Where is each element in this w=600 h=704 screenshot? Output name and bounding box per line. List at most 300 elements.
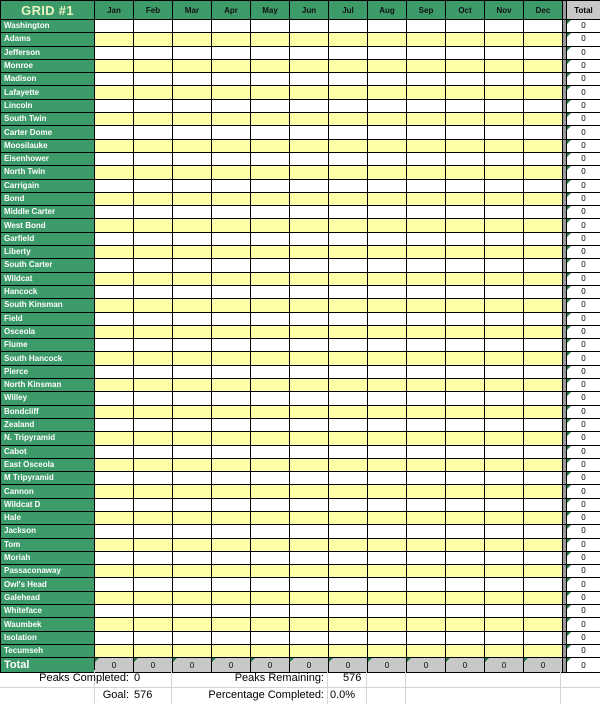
month-cell-aug[interactable] bbox=[368, 59, 407, 72]
row-total[interactable]: 0 bbox=[567, 246, 600, 259]
row-total[interactable]: 0 bbox=[567, 352, 600, 365]
month-total-may[interactable]: 0 bbox=[251, 658, 290, 673]
month-cell-may[interactable] bbox=[251, 578, 290, 591]
month-cell-aug[interactable] bbox=[368, 379, 407, 392]
month-cell-aug[interactable] bbox=[368, 20, 407, 33]
month-cell-feb[interactable] bbox=[134, 219, 173, 232]
month-cell-mar[interactable] bbox=[173, 605, 212, 618]
month-cell-oct[interactable] bbox=[446, 565, 485, 578]
month-cell-oct[interactable] bbox=[446, 339, 485, 352]
month-cell-nov[interactable] bbox=[485, 538, 524, 551]
month-cell-nov[interactable] bbox=[485, 285, 524, 298]
month-cell-jul[interactable] bbox=[329, 432, 368, 445]
month-cell-may[interactable] bbox=[251, 565, 290, 578]
month-cell-mar[interactable] bbox=[173, 379, 212, 392]
month-cell-apr[interactable] bbox=[212, 246, 251, 259]
month-cell-jul[interactable] bbox=[329, 99, 368, 112]
month-cell-oct[interactable] bbox=[446, 605, 485, 618]
month-cell-sep[interactable] bbox=[407, 551, 446, 564]
month-cell-nov[interactable] bbox=[485, 312, 524, 325]
month-cell-dec[interactable] bbox=[524, 578, 563, 591]
month-cell-jun[interactable] bbox=[290, 59, 329, 72]
row-total[interactable]: 0 bbox=[567, 538, 600, 551]
month-cell-nov[interactable] bbox=[485, 139, 524, 152]
row-total[interactable]: 0 bbox=[567, 259, 600, 272]
month-cell-apr[interactable] bbox=[212, 565, 251, 578]
month-cell-sep[interactable] bbox=[407, 498, 446, 511]
month-cell-jul[interactable] bbox=[329, 565, 368, 578]
month-cell-sep[interactable] bbox=[407, 352, 446, 365]
month-cell-sep[interactable] bbox=[407, 445, 446, 458]
month-cell-jul[interactable] bbox=[329, 405, 368, 418]
row-total[interactable]: 0 bbox=[567, 418, 600, 431]
row-total[interactable]: 0 bbox=[567, 179, 600, 192]
month-cell-mar[interactable] bbox=[173, 86, 212, 99]
month-cell-jan[interactable] bbox=[95, 511, 134, 524]
month-cell-apr[interactable] bbox=[212, 232, 251, 245]
month-cell-may[interactable] bbox=[251, 179, 290, 192]
month-cell-jul[interactable] bbox=[329, 206, 368, 219]
month-cell-apr[interactable] bbox=[212, 618, 251, 631]
month-cell-jun[interactable] bbox=[290, 418, 329, 431]
month-cell-jun[interactable] bbox=[290, 99, 329, 112]
row-total[interactable]: 0 bbox=[567, 312, 600, 325]
month-cell-may[interactable] bbox=[251, 99, 290, 112]
month-cell-jun[interactable] bbox=[290, 285, 329, 298]
row-total[interactable]: 0 bbox=[567, 605, 600, 618]
month-cell-jul[interactable] bbox=[329, 272, 368, 285]
month-cell-jan[interactable] bbox=[95, 99, 134, 112]
month-cell-sep[interactable] bbox=[407, 113, 446, 126]
month-cell-dec[interactable] bbox=[524, 246, 563, 259]
month-cell-jan[interactable] bbox=[95, 259, 134, 272]
month-cell-mar[interactable] bbox=[173, 206, 212, 219]
row-total[interactable]: 0 bbox=[567, 86, 600, 99]
month-cell-oct[interactable] bbox=[446, 232, 485, 245]
month-total-oct[interactable]: 0 bbox=[446, 658, 485, 673]
month-cell-feb[interactable] bbox=[134, 86, 173, 99]
row-total[interactable]: 0 bbox=[567, 631, 600, 644]
month-cell-dec[interactable] bbox=[524, 59, 563, 72]
month-cell-jun[interactable] bbox=[290, 86, 329, 99]
month-cell-nov[interactable] bbox=[485, 405, 524, 418]
row-total[interactable]: 0 bbox=[567, 365, 600, 378]
month-cell-sep[interactable] bbox=[407, 472, 446, 485]
month-cell-sep[interactable] bbox=[407, 418, 446, 431]
month-cell-jun[interactable] bbox=[290, 432, 329, 445]
month-cell-jan[interactable] bbox=[95, 485, 134, 498]
month-cell-jan[interactable] bbox=[95, 631, 134, 644]
month-cell-nov[interactable] bbox=[485, 644, 524, 657]
month-cell-oct[interactable] bbox=[446, 525, 485, 538]
month-cell-mar[interactable] bbox=[173, 339, 212, 352]
month-cell-jul[interactable] bbox=[329, 511, 368, 524]
month-cell-may[interactable] bbox=[251, 551, 290, 564]
row-total[interactable]: 0 bbox=[567, 485, 600, 498]
month-cell-oct[interactable] bbox=[446, 179, 485, 192]
month-cell-apr[interactable] bbox=[212, 99, 251, 112]
month-cell-oct[interactable] bbox=[446, 113, 485, 126]
row-total[interactable]: 0 bbox=[567, 339, 600, 352]
month-cell-mar[interactable] bbox=[173, 511, 212, 524]
month-cell-nov[interactable] bbox=[485, 392, 524, 405]
month-cell-nov[interactable] bbox=[485, 33, 524, 46]
month-cell-jul[interactable] bbox=[329, 618, 368, 631]
month-cell-feb[interactable] bbox=[134, 126, 173, 139]
month-cell-dec[interactable] bbox=[524, 485, 563, 498]
month-cell-jul[interactable] bbox=[329, 59, 368, 72]
month-cell-aug[interactable] bbox=[368, 179, 407, 192]
month-cell-nov[interactable] bbox=[485, 551, 524, 564]
month-cell-nov[interactable] bbox=[485, 152, 524, 165]
month-cell-dec[interactable] bbox=[524, 73, 563, 86]
month-cell-feb[interactable] bbox=[134, 352, 173, 365]
month-cell-jul[interactable] bbox=[329, 20, 368, 33]
row-total[interactable]: 0 bbox=[567, 192, 600, 205]
month-cell-feb[interactable] bbox=[134, 498, 173, 511]
month-cell-mar[interactable] bbox=[173, 113, 212, 126]
month-cell-feb[interactable] bbox=[134, 525, 173, 538]
month-cell-feb[interactable] bbox=[134, 472, 173, 485]
month-cell-mar[interactable] bbox=[173, 59, 212, 72]
month-cell-jan[interactable] bbox=[95, 432, 134, 445]
month-cell-aug[interactable] bbox=[368, 458, 407, 471]
month-cell-apr[interactable] bbox=[212, 139, 251, 152]
month-cell-nov[interactable] bbox=[485, 59, 524, 72]
month-cell-sep[interactable] bbox=[407, 99, 446, 112]
month-cell-jun[interactable] bbox=[290, 33, 329, 46]
month-cell-dec[interactable] bbox=[524, 33, 563, 46]
month-cell-jan[interactable] bbox=[95, 644, 134, 657]
month-cell-sep[interactable] bbox=[407, 618, 446, 631]
month-cell-jan[interactable] bbox=[95, 352, 134, 365]
month-cell-oct[interactable] bbox=[446, 538, 485, 551]
month-cell-jul[interactable] bbox=[329, 538, 368, 551]
month-cell-oct[interactable] bbox=[446, 458, 485, 471]
month-cell-sep[interactable] bbox=[407, 339, 446, 352]
month-cell-mar[interactable] bbox=[173, 472, 212, 485]
month-cell-dec[interactable] bbox=[524, 511, 563, 524]
month-cell-oct[interactable] bbox=[446, 591, 485, 604]
month-cell-dec[interactable] bbox=[524, 379, 563, 392]
month-cell-jul[interactable] bbox=[329, 46, 368, 59]
month-cell-aug[interactable] bbox=[368, 312, 407, 325]
month-cell-may[interactable] bbox=[251, 498, 290, 511]
month-total-sep[interactable]: 0 bbox=[407, 658, 446, 673]
month-cell-may[interactable] bbox=[251, 511, 290, 524]
month-cell-apr[interactable] bbox=[212, 192, 251, 205]
month-cell-nov[interactable] bbox=[485, 565, 524, 578]
month-cell-dec[interactable] bbox=[524, 219, 563, 232]
month-cell-jan[interactable] bbox=[95, 113, 134, 126]
month-cell-jan[interactable] bbox=[95, 166, 134, 179]
month-cell-aug[interactable] bbox=[368, 33, 407, 46]
month-cell-jul[interactable] bbox=[329, 73, 368, 86]
month-cell-apr[interactable] bbox=[212, 432, 251, 445]
month-total-jan[interactable]: 0 bbox=[95, 658, 134, 673]
month-cell-mar[interactable] bbox=[173, 644, 212, 657]
month-cell-dec[interactable] bbox=[524, 232, 563, 245]
month-cell-may[interactable] bbox=[251, 246, 290, 259]
month-cell-dec[interactable] bbox=[524, 644, 563, 657]
month-cell-jan[interactable] bbox=[95, 445, 134, 458]
month-cell-jun[interactable] bbox=[290, 246, 329, 259]
month-cell-dec[interactable] bbox=[524, 339, 563, 352]
month-cell-apr[interactable] bbox=[212, 325, 251, 338]
month-cell-aug[interactable] bbox=[368, 285, 407, 298]
month-cell-oct[interactable] bbox=[446, 498, 485, 511]
month-cell-mar[interactable] bbox=[173, 219, 212, 232]
month-cell-dec[interactable] bbox=[524, 498, 563, 511]
month-cell-sep[interactable] bbox=[407, 365, 446, 378]
month-cell-apr[interactable] bbox=[212, 59, 251, 72]
month-cell-may[interactable] bbox=[251, 432, 290, 445]
month-cell-aug[interactable] bbox=[368, 325, 407, 338]
month-cell-jun[interactable] bbox=[290, 538, 329, 551]
month-cell-mar[interactable] bbox=[173, 33, 212, 46]
month-cell-dec[interactable] bbox=[524, 432, 563, 445]
month-cell-aug[interactable] bbox=[368, 86, 407, 99]
month-cell-may[interactable] bbox=[251, 285, 290, 298]
month-cell-feb[interactable] bbox=[134, 511, 173, 524]
month-cell-sep[interactable] bbox=[407, 126, 446, 139]
row-total[interactable]: 0 bbox=[567, 325, 600, 338]
month-total-aug[interactable]: 0 bbox=[368, 658, 407, 673]
month-cell-jul[interactable] bbox=[329, 498, 368, 511]
month-cell-feb[interactable] bbox=[134, 59, 173, 72]
month-cell-mar[interactable] bbox=[173, 152, 212, 165]
month-cell-apr[interactable] bbox=[212, 20, 251, 33]
month-cell-oct[interactable] bbox=[446, 259, 485, 272]
row-total[interactable]: 0 bbox=[567, 565, 600, 578]
month-cell-dec[interactable] bbox=[524, 46, 563, 59]
month-cell-oct[interactable] bbox=[446, 365, 485, 378]
month-cell-dec[interactable] bbox=[524, 312, 563, 325]
month-cell-feb[interactable] bbox=[134, 405, 173, 418]
month-cell-oct[interactable] bbox=[446, 445, 485, 458]
month-cell-apr[interactable] bbox=[212, 285, 251, 298]
month-cell-nov[interactable] bbox=[485, 206, 524, 219]
month-cell-mar[interactable] bbox=[173, 192, 212, 205]
month-cell-nov[interactable] bbox=[485, 618, 524, 631]
month-cell-apr[interactable] bbox=[212, 631, 251, 644]
month-cell-jan[interactable] bbox=[95, 20, 134, 33]
month-cell-oct[interactable] bbox=[446, 644, 485, 657]
month-cell-aug[interactable] bbox=[368, 392, 407, 405]
month-cell-sep[interactable] bbox=[407, 538, 446, 551]
month-cell-sep[interactable] bbox=[407, 432, 446, 445]
month-cell-oct[interactable] bbox=[446, 206, 485, 219]
month-cell-oct[interactable] bbox=[446, 312, 485, 325]
month-cell-apr[interactable] bbox=[212, 365, 251, 378]
row-total[interactable]: 0 bbox=[567, 219, 600, 232]
month-cell-oct[interactable] bbox=[446, 73, 485, 86]
month-cell-dec[interactable] bbox=[524, 472, 563, 485]
month-cell-jun[interactable] bbox=[290, 219, 329, 232]
month-cell-dec[interactable] bbox=[524, 418, 563, 431]
row-total[interactable]: 0 bbox=[567, 498, 600, 511]
month-cell-jul[interactable] bbox=[329, 458, 368, 471]
month-cell-apr[interactable] bbox=[212, 498, 251, 511]
month-cell-feb[interactable] bbox=[134, 152, 173, 165]
month-cell-dec[interactable] bbox=[524, 525, 563, 538]
month-cell-oct[interactable] bbox=[446, 392, 485, 405]
month-cell-nov[interactable] bbox=[485, 458, 524, 471]
month-cell-oct[interactable] bbox=[446, 418, 485, 431]
month-cell-jan[interactable] bbox=[95, 551, 134, 564]
row-total[interactable]: 0 bbox=[567, 511, 600, 524]
month-cell-jul[interactable] bbox=[329, 591, 368, 604]
row-total[interactable]: 0 bbox=[567, 33, 600, 46]
row-total[interactable]: 0 bbox=[567, 152, 600, 165]
month-cell-feb[interactable] bbox=[134, 631, 173, 644]
month-cell-sep[interactable] bbox=[407, 232, 446, 245]
month-cell-dec[interactable] bbox=[524, 206, 563, 219]
row-total[interactable]: 0 bbox=[567, 432, 600, 445]
row-total[interactable]: 0 bbox=[567, 405, 600, 418]
month-cell-jul[interactable] bbox=[329, 179, 368, 192]
month-cell-nov[interactable] bbox=[485, 379, 524, 392]
month-cell-may[interactable] bbox=[251, 312, 290, 325]
month-cell-may[interactable] bbox=[251, 166, 290, 179]
month-cell-apr[interactable] bbox=[212, 259, 251, 272]
month-cell-mar[interactable] bbox=[173, 618, 212, 631]
month-cell-dec[interactable] bbox=[524, 179, 563, 192]
month-cell-sep[interactable] bbox=[407, 591, 446, 604]
month-cell-mar[interactable] bbox=[173, 405, 212, 418]
month-cell-jul[interactable] bbox=[329, 525, 368, 538]
row-total[interactable]: 0 bbox=[567, 166, 600, 179]
month-cell-jul[interactable] bbox=[329, 232, 368, 245]
month-cell-nov[interactable] bbox=[485, 352, 524, 365]
month-cell-aug[interactable] bbox=[368, 246, 407, 259]
month-cell-may[interactable] bbox=[251, 232, 290, 245]
month-cell-may[interactable] bbox=[251, 392, 290, 405]
month-cell-apr[interactable] bbox=[212, 485, 251, 498]
month-cell-aug[interactable] bbox=[368, 432, 407, 445]
month-cell-jul[interactable] bbox=[329, 126, 368, 139]
month-cell-aug[interactable] bbox=[368, 299, 407, 312]
month-cell-sep[interactable] bbox=[407, 631, 446, 644]
month-cell-jun[interactable] bbox=[290, 272, 329, 285]
month-cell-jul[interactable] bbox=[329, 352, 368, 365]
month-cell-jun[interactable] bbox=[290, 179, 329, 192]
month-cell-mar[interactable] bbox=[173, 299, 212, 312]
month-cell-jan[interactable] bbox=[95, 206, 134, 219]
month-cell-dec[interactable] bbox=[524, 458, 563, 471]
month-cell-jul[interactable] bbox=[329, 86, 368, 99]
month-cell-aug[interactable] bbox=[368, 644, 407, 657]
month-cell-mar[interactable] bbox=[173, 126, 212, 139]
month-cell-jul[interactable] bbox=[329, 139, 368, 152]
month-cell-mar[interactable] bbox=[173, 272, 212, 285]
month-cell-jun[interactable] bbox=[290, 498, 329, 511]
month-cell-feb[interactable] bbox=[134, 272, 173, 285]
month-cell-apr[interactable] bbox=[212, 352, 251, 365]
month-cell-oct[interactable] bbox=[446, 299, 485, 312]
month-cell-may[interactable] bbox=[251, 445, 290, 458]
month-cell-feb[interactable] bbox=[134, 339, 173, 352]
month-cell-jul[interactable] bbox=[329, 113, 368, 126]
month-cell-dec[interactable] bbox=[524, 405, 563, 418]
month-cell-sep[interactable] bbox=[407, 458, 446, 471]
month-cell-dec[interactable] bbox=[524, 591, 563, 604]
month-cell-jan[interactable] bbox=[95, 232, 134, 245]
month-cell-dec[interactable] bbox=[524, 20, 563, 33]
month-cell-oct[interactable] bbox=[446, 246, 485, 259]
month-cell-may[interactable] bbox=[251, 33, 290, 46]
month-cell-oct[interactable] bbox=[446, 272, 485, 285]
month-cell-apr[interactable] bbox=[212, 605, 251, 618]
month-cell-jul[interactable] bbox=[329, 339, 368, 352]
month-cell-aug[interactable] bbox=[368, 46, 407, 59]
month-cell-mar[interactable] bbox=[173, 525, 212, 538]
month-cell-sep[interactable] bbox=[407, 525, 446, 538]
month-cell-jun[interactable] bbox=[290, 618, 329, 631]
month-cell-may[interactable] bbox=[251, 299, 290, 312]
month-cell-mar[interactable] bbox=[173, 179, 212, 192]
month-cell-dec[interactable] bbox=[524, 618, 563, 631]
row-total[interactable]: 0 bbox=[567, 206, 600, 219]
month-cell-mar[interactable] bbox=[173, 565, 212, 578]
month-cell-jan[interactable] bbox=[95, 538, 134, 551]
month-cell-mar[interactable] bbox=[173, 631, 212, 644]
month-cell-sep[interactable] bbox=[407, 86, 446, 99]
month-total-apr[interactable]: 0 bbox=[212, 658, 251, 673]
month-cell-may[interactable] bbox=[251, 379, 290, 392]
month-cell-aug[interactable] bbox=[368, 126, 407, 139]
month-cell-oct[interactable] bbox=[446, 99, 485, 112]
month-cell-nov[interactable] bbox=[485, 46, 524, 59]
row-total[interactable]: 0 bbox=[567, 299, 600, 312]
month-cell-jun[interactable] bbox=[290, 339, 329, 352]
month-cell-mar[interactable] bbox=[173, 591, 212, 604]
month-cell-feb[interactable] bbox=[134, 259, 173, 272]
row-total[interactable]: 0 bbox=[567, 379, 600, 392]
month-cell-jul[interactable] bbox=[329, 365, 368, 378]
month-cell-jul[interactable] bbox=[329, 605, 368, 618]
month-cell-jan[interactable] bbox=[95, 312, 134, 325]
month-cell-feb[interactable] bbox=[134, 538, 173, 551]
month-cell-oct[interactable] bbox=[446, 20, 485, 33]
month-cell-jun[interactable] bbox=[290, 206, 329, 219]
month-cell-mar[interactable] bbox=[173, 445, 212, 458]
month-cell-jun[interactable] bbox=[290, 565, 329, 578]
month-cell-may[interactable] bbox=[251, 538, 290, 551]
month-cell-aug[interactable] bbox=[368, 591, 407, 604]
month-cell-sep[interactable] bbox=[407, 565, 446, 578]
month-cell-oct[interactable] bbox=[446, 578, 485, 591]
month-cell-apr[interactable] bbox=[212, 392, 251, 405]
month-cell-aug[interactable] bbox=[368, 232, 407, 245]
month-cell-mar[interactable] bbox=[173, 246, 212, 259]
month-cell-feb[interactable] bbox=[134, 99, 173, 112]
month-cell-feb[interactable] bbox=[134, 312, 173, 325]
month-cell-nov[interactable] bbox=[485, 498, 524, 511]
month-cell-jul[interactable] bbox=[329, 631, 368, 644]
month-cell-may[interactable] bbox=[251, 339, 290, 352]
month-cell-apr[interactable] bbox=[212, 525, 251, 538]
month-cell-apr[interactable] bbox=[212, 644, 251, 657]
row-total[interactable]: 0 bbox=[567, 99, 600, 112]
row-total[interactable]: 0 bbox=[567, 618, 600, 631]
month-cell-nov[interactable] bbox=[485, 511, 524, 524]
month-cell-jul[interactable] bbox=[329, 219, 368, 232]
month-cell-jul[interactable] bbox=[329, 485, 368, 498]
month-cell-mar[interactable] bbox=[173, 432, 212, 445]
month-total-nov[interactable]: 0 bbox=[485, 658, 524, 673]
month-cell-nov[interactable] bbox=[485, 99, 524, 112]
